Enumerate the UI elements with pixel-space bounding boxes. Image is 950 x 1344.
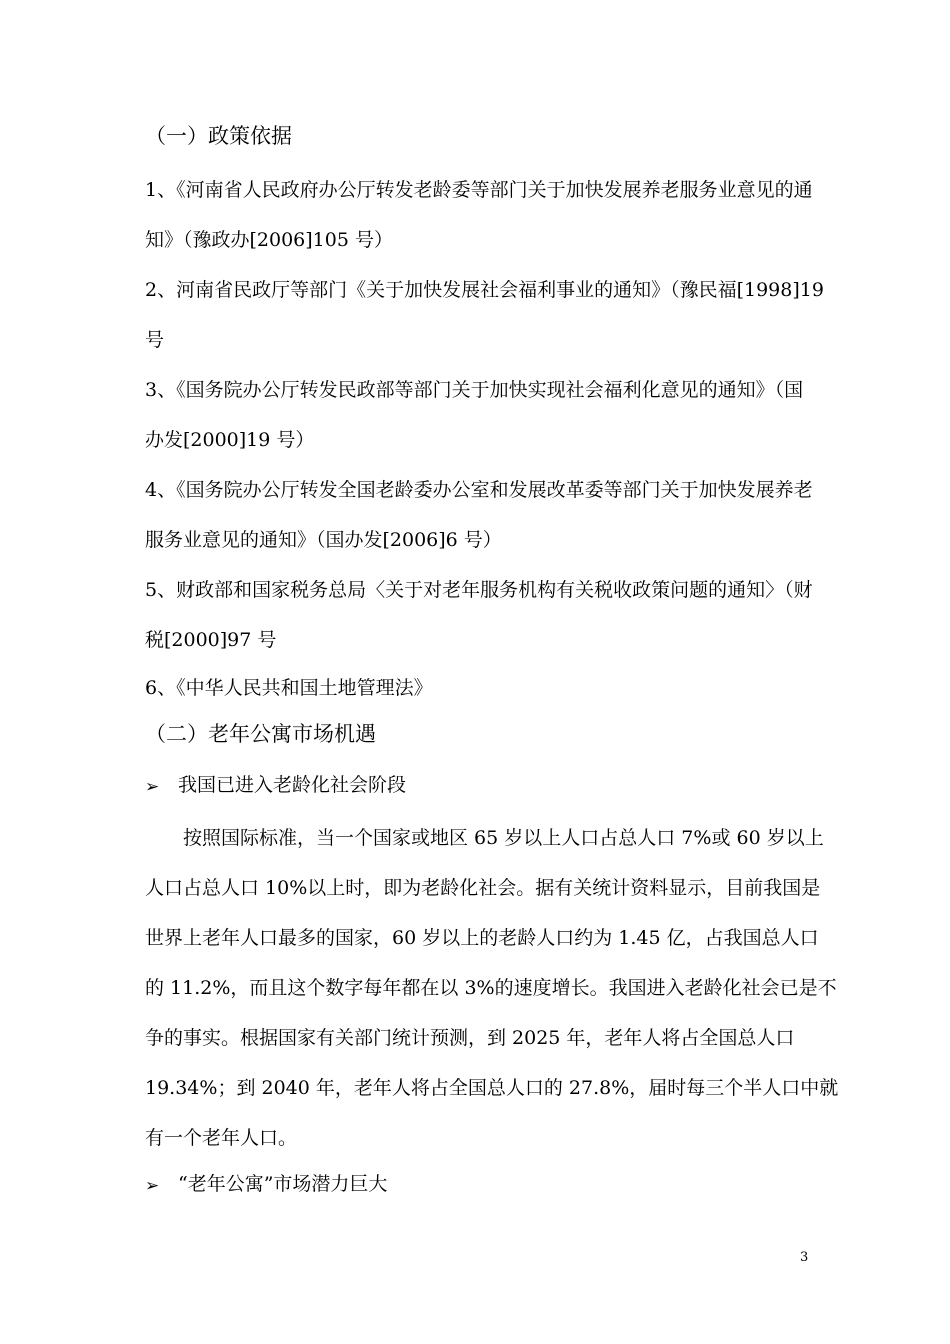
bullet2-title: “老年公寓”市场潜力巨大: [178, 1173, 388, 1195]
paragraph-line-1: 按照国际标准，当一个国家或地区 65 岁以上人口占总人口 7%或 60 岁以上: [183, 827, 824, 849]
paragraph-line-3: 世界上老年人口最多的国家，60 岁以上的老龄人口约为 1.45 亿，占我国总人口: [145, 927, 819, 949]
policy-item-5-line2: 税[2000]97 号: [145, 629, 277, 651]
section1-heading: （一）政策依据: [145, 124, 292, 148]
policy-item-6: 6、《中华人民共和国土地管理法》: [145, 677, 433, 699]
bullet-arrow-icon: ➢: [145, 1176, 160, 1196]
paragraph-line-7: 有一个老年人口。: [145, 1127, 298, 1149]
policy-item-3-line2: 办发[2000]19 号）: [145, 429, 315, 451]
section2-heading: （二）老年公寓市场机遇: [145, 722, 376, 746]
policy-item-5-line1: 5、财政部和国家税务总局〈关于对老年服务机构有关税收政策问题的通知〉（财: [145, 579, 813, 601]
paragraph-line-2: 人口占总人口 10%以上时，即为老龄化社会。据有关统计资料显示，目前我国是: [145, 877, 821, 899]
policy-item-3-line1: 3、《国务院办公厅转发民政部等部门关于加快实现社会福利化意见的通知》（国: [145, 379, 804, 401]
policy-item-2-line1: 2、河南省民政厅等部门《关于加快发展社会福利事业的通知》（豫民福[1998]19: [145, 279, 824, 301]
policy-item-2-line2: 号: [145, 329, 165, 351]
page-number: 3: [800, 1250, 809, 1265]
paragraph-line-4: 的 11.2%，而且这个数字每年都在以 3%的速度增长。我国进入老龄化社会已是不: [145, 977, 837, 999]
policy-item-4-line1: 4、《国务院办公厅转发全国老龄委办公室和发展改革委等部门关于加快发展养老: [145, 479, 813, 501]
paragraph-line-6: 19.34%；到 2040 年，老年人将占全国总人口的 27.8%，届时每三个半人口中就: [145, 1077, 839, 1099]
bullet1-title: 我国已进入老龄化社会阶段: [178, 774, 407, 796]
policy-item-4-line2: 服务业意见的通知》（国办发[2006]6 号）: [145, 529, 502, 551]
bullet-arrow-icon: ➢: [145, 777, 160, 797]
paragraph-line-5: 争的事实。根据国家有关部门统计预测，到 2025 年，老年人将占全国总人口: [145, 1027, 795, 1049]
policy-item-1-line2: 知》（豫政办[2006]105 号）: [145, 229, 393, 251]
policy-item-1-line1: 1、《河南省人民政府办公厅转发老龄委等部门关于加快发展养老服务业意见的通: [145, 179, 813, 201]
